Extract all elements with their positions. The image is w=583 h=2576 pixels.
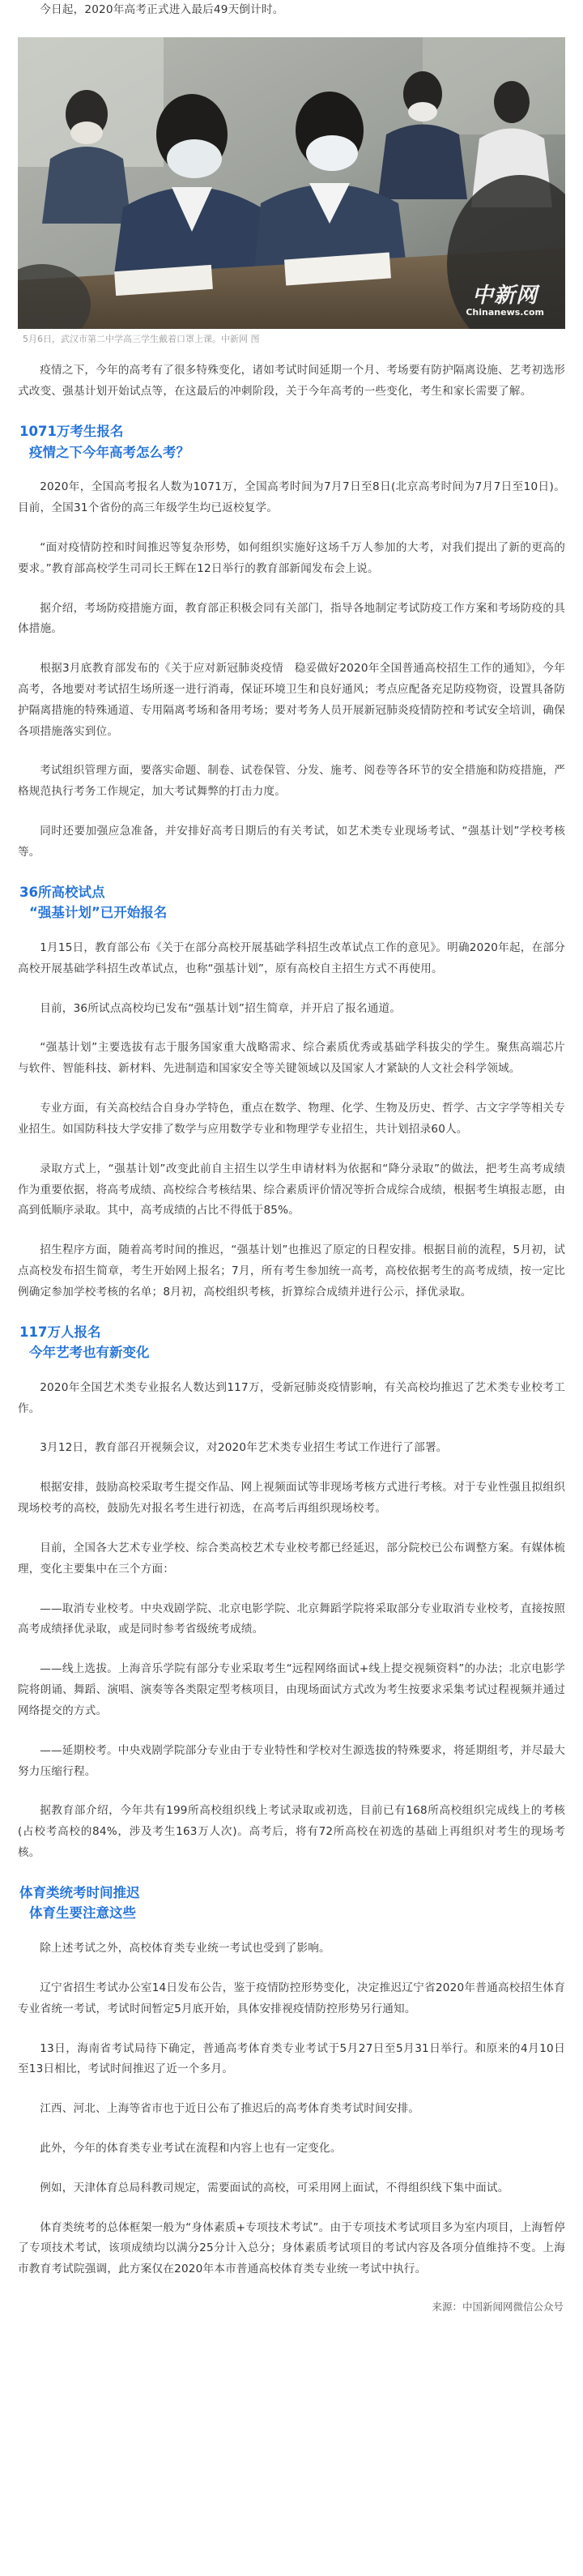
section-title: 1071万考生报名 <box>19 424 124 440</box>
section-exam-registration <box>18 421 565 864</box>
section-paragraph: 江西、河北、上海等省市也于近日公布了推迟后的高考体育类考试时间安排。 <box>40 2102 420 2116</box>
section-paragraph: 3月12日，教育部召开视频会议，对2020年艺术类专业招生考试工作进行了部署。 <box>40 1441 448 1455</box>
source-credit: 来源：中国新闻网微信公众号 <box>432 2301 564 2314</box>
section-title: 36所高校试点 <box>19 884 105 900</box>
section-paragraph: 目前，36所试点高校均已发布“强基计划”招生简章，并开启了报名通道。 <box>40 1001 402 1015</box>
section-paragraph: ——取消专业校考。中央戏剧学院、北京电影学院、北京舞蹈学院将采取部分专业取消专业校考，直接按照高考成绩择优录取，或是同时参考省级统考成绩。 <box>18 1601 565 1636</box>
section-paragraph: 专业方面，有关高校结合自身办学特色，重点在数学、物理、化学、生物及历史、哲学、古文字学等相关专业招生。如国防科技大学安排了数学与应用数学专业和物理学专业招生，共计划招录60人。 <box>18 1102 565 1136</box>
section-paragraph: ——线上选拔。上海音乐学院有部分专业采取考生“远程网络面试+线上提交视频资料”的办法；北京电影学院将朗诵、舞蹈、演唱、演奏等各类限定型考核项目，由现场面试方式改为考生按要求采集考试过程视频并通过网络提交的方式。 <box>18 1662 565 1717</box>
classroom-photo <box>18 37 565 329</box>
section-art-exam <box>18 1322 565 1864</box>
section-paragraph: 同时还要加强应急准备，并安排好高考日期后的有关考试，如艺术类专业现场考试、“强基计划”学校考核等。 <box>18 825 565 859</box>
section-heading <box>18 1322 565 1363</box>
section-paragraph: 据介绍，考场防疫措施方面，教育部正积极会同有关部门，指导各地制定考试防疫工作方案和考场防疫的具体措施。 <box>18 601 565 636</box>
section-paragraph: 例如，天津体育总局科教司规定，需要面试的高校，可采用网上面试，不得组织线下集中面试。 <box>40 2181 509 2194</box>
section-heading <box>18 1883 565 1924</box>
section-paragraph: 目前，全国各大艺术专业学校、综合类高校艺术专业校考都已经延迟，部分院校已公布调整方案。有媒体梳理，变化主要集中在三个方面： <box>18 1541 565 1576</box>
section-paragraph: 体育类统考的总体框架一般为“身体素质+专项技术考试”。由于专项技术考试项目多为室内项目，上海暂停了专项技术考试，该项成绩均以满分25分计入总分；身体素质考试项目的考试内容及各项分值维持不变。上海市教育考试院强调，此方案仅在2020年本市普通高校体育类专业统一考试中执行。 <box>18 2220 565 2276</box>
section-paragraph: 招生程序方面，随着高考时间的推迟，“强基计划”也推迟了原定的日程安排。根据目前的流程，5月初，试点高校发布招生简章，考生开始网上报名；7月，所有考生参加统一高考，高校依据考生的高考成绩，按一定比例确定参加学校考核的名单；8月初，高校组织考核，折算综合成绩并进行公示，择优录取。 <box>18 1243 565 1299</box>
section-paragraph: 根据3月底教育部发布的《关于应对新冠肺炎疫情 稳妥做好2020年全国普通高校招生工作的通知》，今年高考，各地要对考试招生场所逐一进行消毒，保证环境卫生和良好通风；考点应配备充足防疫物资，设置具备防护隔离措施的特殊通道、专用隔离考场和备用考场；要对考务人员开展新冠肺炎疫情防控和考试安全培训，确保各项措施落实到位。 <box>18 662 565 738</box>
section-title: 117万人报名 <box>19 1324 101 1340</box>
section-paragraph: “面对疫情防控和时间推迟等复杂形势，如何组织实施好这场千万人参加的大考，对我们提出了新的更高的要求。”教育部高校学生司司长王辉在12日举行的教育部新闻发布会上说。 <box>18 540 565 575</box>
section-paragraph: 录取方式上，“强基计划”改变此前自主招生以学生申请材料为依据和“降分录取”的做法，把考生高考成绩作为重要依据，将高考成绩、高校综合考核结果、综合素质评价情况等折合成综合成绩，根据考生填报志愿，由高到低顺序录取。其中，高考成绩的占比不得低于85%。 <box>18 1162 565 1218</box>
section-subtitle: 疫情之下今年高考怎么考？ <box>29 444 189 460</box>
section-heading <box>18 882 565 923</box>
section-subtitle: 今年艺考也有新变化 <box>29 1345 150 1361</box>
section-subtitle: “强基计划”已开始报名 <box>29 905 168 921</box>
watermark-en: Chinanews.com <box>466 306 544 318</box>
section-paragraph: “强基计划”主要选拔有志于服务国家重大战略需求、综合素质优秀或基础学科拔尖的学生。聚焦高端芯片与软件、智能科技、新材料、先进制造和国家安全等关键领域以及国家人才紧缺的人文社会科学领域。 <box>18 1041 565 1076</box>
section-paragraph: 辽宁省招生考试办公室14日发布公告，鉴于疫情防控形势变化，决定推迟辽宁省2020年普通高校招生体育专业省统一考试，考试时间暂定5月底开始，具体安排视疫情防控形势另行通知。 <box>18 1981 565 2015</box>
section-paragraph: 13日，海南省考试局待下确定，普通高考体育类专业考试于5月27日至5月31日举行。和原来的4月10日至13日相比，考试时间推迟了近一个多月。 <box>18 2041 565 2076</box>
section-paragraph: 2020年全国艺术类专业报名人数达到117万，受新冠肺炎疫情影响，有关高校均推迟了艺术类专业校考工作。 <box>18 1380 565 1415</box>
section-paragraph: 除上述考试之外，高校体育类专业统一考试也受到了影响。 <box>40 1942 330 1955</box>
section-paragraph: 此外，今年的体育类专业考试在流程和内容上也有一定变化。 <box>40 2141 342 2155</box>
section-paragraph: 考试组织管理方面，要落实命题、制卷、试卷保管、分发、施考、阅卷等各环节的安全措施和防疫措施，严格规范执行考务工作规定，加大考试舞弊的打击力度。 <box>18 764 565 799</box>
section-paragraph: 据教育部介绍，今年共有199所高校组织线上考试录取或初选，目前已有168所高校组织完成线上的考核(占校考高校的84%，涉及考生163万人次)。高考后，将有72所高校在初选的基础上再组织对考生的现场考核。 <box>18 1804 565 1860</box>
section-subtitle: 体育生要注意这些 <box>29 1905 136 1921</box>
section-paragraph: ——延期校考。中央戏剧学院部分专业由于专业特性和学校对生源选拔的特殊要求，将延期组考，并尽最大努力压缩行程。 <box>18 1743 565 1778</box>
watermark-cn: 中新网 <box>472 284 538 309</box>
section-paragraph: 根据安排，鼓励高校采取考生提交作品、网上视频面试等非现场考核方式进行考核。对于专业性强且拟组织现场校考的高校，鼓励先对报名考生进行初选，在高考后再组织现场校考。 <box>18 1481 565 1516</box>
section-strong-base-plan <box>18 882 565 1303</box>
section-paragraph: 1月15日，教育部公布《关于在部分高校开展基础学科招生改革试点工作的意见》。明确2020年起，在部分高校开展基础学科招生改革试点，也称“强基计划”，原有高校自主招生方式不再使用。 <box>18 940 565 975</box>
photo-caption: 5月6日，武汉市第二中学高三学生戴着口罩上课。中新网 图 <box>23 333 260 344</box>
news-watermark <box>466 284 544 318</box>
section-title: 体育类统考时间推迟 <box>19 1884 140 1900</box>
intro-paragraph: 今日起，2020年高考正式进入最后49天倒计时。 <box>40 3 284 16</box>
section-paragraph: 2020年，全国高考报名人数为1071万，全国高考时间为7月7日至8日(北京高考时间为7月7日至10日)。目前，全国31个省份的高三年级学生均已返校复学。 <box>18 480 565 515</box>
section-heading <box>18 421 565 463</box>
section-sports-exam <box>18 1883 565 2280</box>
overview-paragraph: 疫情之下，今年的高考有了很多特殊变化，诸如考试时间延期一个月、考场要有防护隔离设施、艺考初选形式改变、强基计划开始试点等，在这最后的冲刺阶段，关于今年高考的一些变化，考生和家长需要了解。 <box>18 364 565 399</box>
